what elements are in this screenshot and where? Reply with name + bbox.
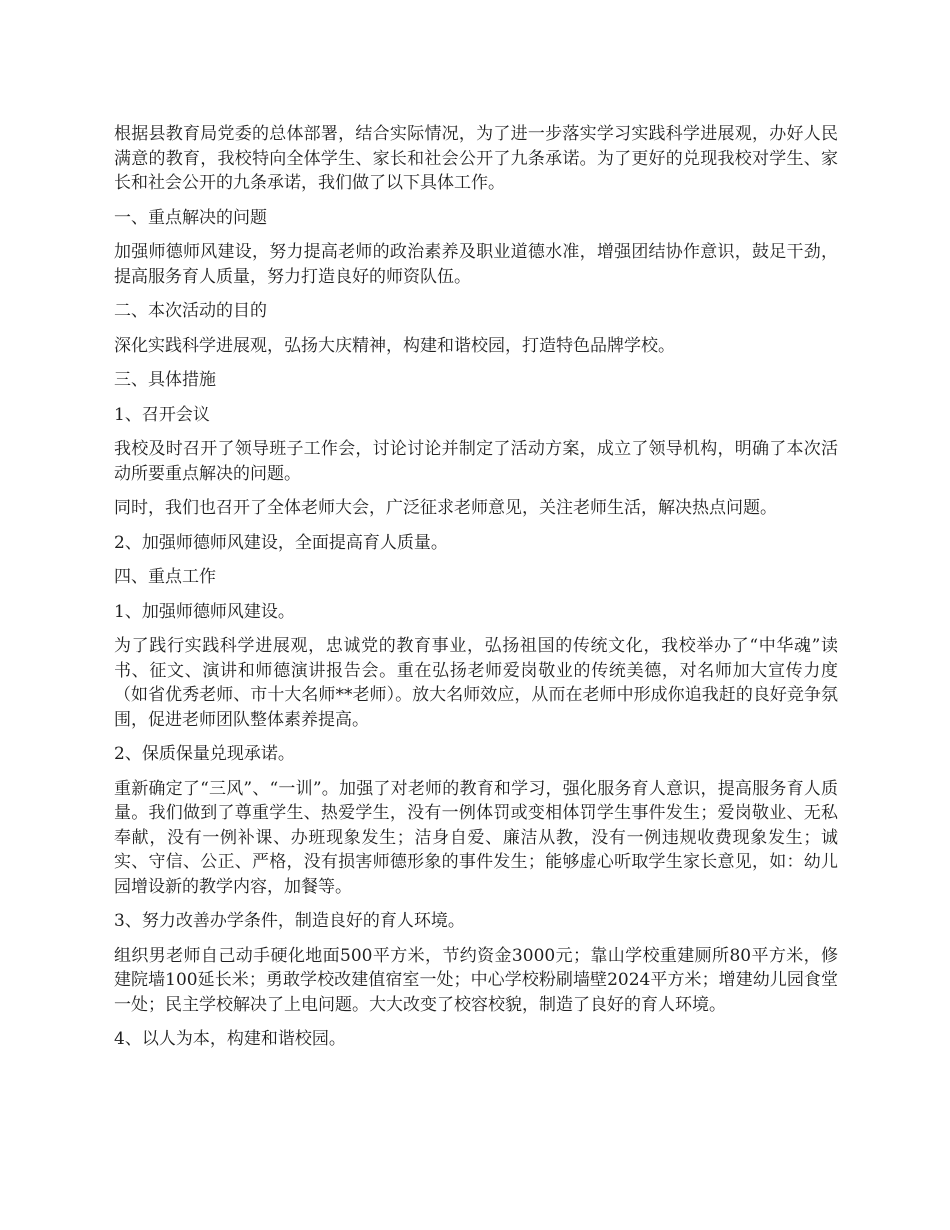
- section-heading-3: 三、具体措施: [114, 370, 216, 390]
- document-body: [114, 122, 838, 1062]
- subsection-heading: 1、加强师德师风建设。: [114, 601, 295, 622]
- body-paragraph: 为了践行实践科学进展观，忠诚党的教育事业，弘扬祖国的传统文化，我校举办了“中华魂”读书、征文、演讲和师德演讲报告会。重在弘扬老师爱岗敬业的传统美德，对名师加大宣传力度（如省优秀老师、市十大名师**老师）。放大名师效应，从而在老师中形成你追我赶的良好竞争氛围，促进老师团队整体素养提高。: [114, 636, 838, 730]
- subsection-heading: 2、保质保量兑现承诺。: [114, 744, 295, 764]
- subsection-heading: 2、加强师德师风建设，全面提高育人质量。: [114, 532, 448, 553]
- body-paragraph: 我校及时召开了领导班子工作会，讨论讨论并制定了活动方案，成立了领导机构，明确了本次活动所要重点解决的问题。: [114, 439, 838, 484]
- subsection-heading: 1、召开会议: [114, 404, 210, 425]
- body-paragraph: 同时，我们也召开了全体老师大会，广泛征求老师意见，关注老师生活，解决热点问题。: [114, 498, 777, 518]
- subsection-heading: 3、努力改善办学条件，制造良好的育人环境。: [114, 911, 465, 931]
- subsection-heading: 4、以人为本，构建和谐校园。: [114, 1029, 346, 1049]
- body-paragraph: 深化实践科学进展观，弘扬大庆精神，构建和谐校园，打造特色品牌学校。: [114, 335, 675, 356]
- section-heading-1: 一、重点解决的问题: [114, 207, 267, 228]
- body-paragraph: 组织男老师自己动手硬化地面500平方米，节约资金3000元；靠山学校重建厕所80平方米，修建院墙100延长米；勇敢学校改建值宿室一处；中心学校粉刷墙壁2024平方米；增建幼儿园食堂一处；民主学校解决了上电问题。大大改变了校容校貌，制造了良好的育人环境。: [114, 945, 838, 1015]
- body-paragraph: 重新确定了“三风”、“一训”。加强了对老师的教育和学习，强化服务育人意识，提高服务育人质量。我们做到了尊重学生、热爱学生，没有一例体罚或变相体罚学生事件发生；爱岗敬业、无私奉献，没有一例补课、办班现象发生；洁身自爱、廉洁从教，没有一例违规收费现象发生；诚实、守信、公正、严格，没有损害师德形象的事件发生；能够虚心听取学生家长意见，如：幼儿园增设新的教学内容，加餐等。: [114, 778, 838, 897]
- body-paragraph: 加强师德师风建设，努力提高老师的政治素养及职业道德水准，增强团结协作意识，鼓足干劲，提高服务育人质量，努力打造良好的师资队伍。: [114, 242, 838, 287]
- section-heading-4: 四、重点工作: [114, 567, 216, 587]
- intro-paragraph: 根据县教育局党委的总体部署，结合实际情况，为了进一步落实学习实践科学进展观，办好人民满意的教育，我校特向全体学生、家长和社会公开了九条承诺。为了更好的兑现我校对学生、家长和社会公开的九条承诺，我们做了以下具体工作。: [114, 124, 838, 193]
- section-heading-2: 二、本次活动的目的: [114, 301, 267, 321]
